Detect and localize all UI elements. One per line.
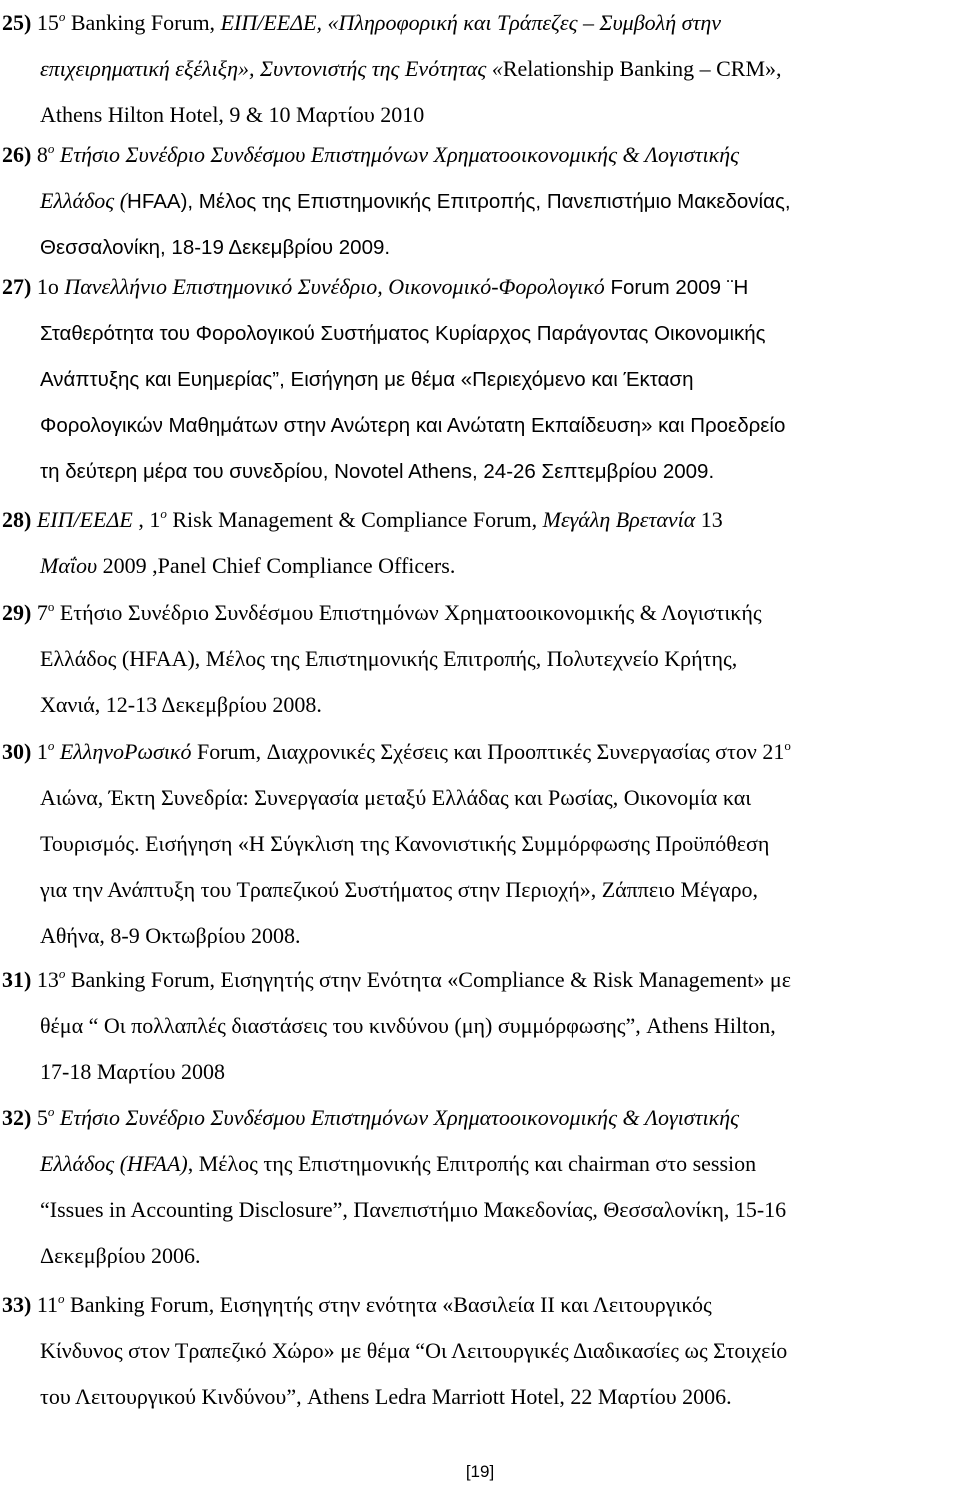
entry-text: Σταθερότητα του Φορολογικού Συστήματος Κυρίαρχος Παράγοντας Οικονομικής [40,322,766,345]
entry-line [2,1328,956,1374]
entry-line [2,1003,956,1049]
entry-text: 11 [31,1292,59,1317]
entry-text: 8 [31,142,48,167]
entry-text: Πανελλήνιο Επιστημονικό Συνέδριο, Οικονομικό-Φορολογικό [64,274,605,299]
entry-line [2,178,956,224]
entry-line [2,497,956,543]
entry-text: Θεσσαλονίκη, 18-19 Δεκεμβρίου 2009. [40,236,391,259]
entry-text: Ετήσιο Συνέδριο Συνδέσμου Επιστημόνων Χρηματοοικονομικής & Λογιστικής [54,600,762,625]
entry-text: του Λειτουργικού Κινδύνου”, Athens Ledra Marriott Hotel, 22 Μαρτίου 2006. [40,1384,732,1409]
ordinal-superscript: ο [47,738,55,753]
entry-number: 28) [2,507,32,532]
entry-text: HFAA), Μέλος της Επιστημονικής Επιτροπής, Πανεπιστήμιο Μακεδονίας, [127,190,791,213]
entry-number: 33) [2,1292,32,1317]
entry-line [2,913,956,959]
entry-line [2,1233,956,1279]
entry-text: θέμα “ Οι πολλαπλές διαστάσεις του κινδύνου (μη) συμμόρφωσης”, Athens Hilton, [40,1013,776,1038]
entry-text: ΕλληνοΡωσικό [59,739,192,764]
entry-number: 29) [2,600,32,625]
entry-text: Ανάπτυξης και Ευημερίας”, Εισήγηση με θέμα «Περιεχόμενο και Έκταση [40,368,694,391]
entry-line [2,356,956,402]
entry-text: 1 [31,739,48,764]
entry-text: Banking Forum, Εισηγητής στην ενότητα «Βασιλεία ΙΙ και Λειτουργικός [64,1292,712,1317]
ordinal-superscript: ο [784,738,791,753]
entry-text: , 1 [132,507,161,532]
entry-text: 17-18 Μαρτίου 2008 [40,1059,226,1084]
entry-line [2,264,956,310]
entry-text: Μαΐου [40,553,98,578]
entry-line [2,957,956,1003]
entry-text: Τουρισμός. Εισήγηση «Η Σύγκλιση της Κανονιστικής Συμμόρφωσης Προϋπόθεση [40,831,770,856]
entry-text: Δεκεμβρίου 2006. [40,1243,201,1268]
entry-text: 13 [695,507,723,532]
entry-text: Relationship Banking – CRM», [502,56,782,81]
entry-line [2,1095,956,1141]
entry-line [2,867,956,913]
entry-text: Banking Forum, Εισηγητής στην Ενότητα «Compliance & Risk Management» με [65,967,791,992]
entry-line [2,729,956,775]
entry-number: 31) [2,967,32,992]
entry-line [2,775,956,821]
entry-text: για την Ανάπτυξη του Τραπεζικού Συστήματος στην Περιοχή», Ζάππειο Μέγαρο, [40,877,759,902]
entry-text: Ετήσιο Συνέδριο Συνδέσμου Επιστημόνων Χρηματοοικονομικής & Λογιστικής [54,1105,740,1130]
entry-text: 1ο [31,274,65,299]
entry-27 [2,264,956,494]
ordinal-superscript: ο [47,599,55,614]
entry-text: Risk Management & Compliance Forum, [166,507,543,532]
entry-line [2,682,956,728]
entry-text: Athens Hilton Hotel, 9 & 10 Μαρτίου 2010 [40,102,425,127]
entry-line [2,46,956,92]
entry-text: Αιώνα, Έκτη Συνεδρία: Συνεργασία μεταξύ Ελλάδας και Ρωσίας, Οικονομία και [40,785,752,810]
entry-number: 30) [2,739,32,764]
entry-line [2,1374,956,1420]
entry-29 [2,590,956,728]
entry-text: 15 [31,10,59,35]
entry-line [2,636,956,682]
entry-26 [2,132,956,270]
entry-number: 27) [2,274,32,299]
entry-line [2,1282,956,1328]
entry-line [2,132,956,178]
entry-line [2,1049,956,1095]
ordinal-superscript: ο [47,141,55,156]
entry-number: 25) [2,10,32,35]
entry-text: Ελλάδος (HFAA) [40,1151,188,1176]
entry-line [2,1141,956,1187]
entry-text: Φορολογικών Μαθημάτων στην Ανώτερη και Ανώτατη Εκπαίδευση» και Προεδρείο [40,414,786,437]
entry-number: 26) [2,142,32,167]
ordinal-superscript: ο [58,1291,65,1306]
entry-text: 7 [31,600,48,625]
entry-text: ΕΙΠ/ΕΕΔΕ [36,507,133,532]
entry-28 [2,497,956,589]
entry-line [2,590,956,636]
entry-text: 5 [31,1105,48,1130]
ordinal-superscript: ο [58,9,66,24]
ordinal-superscript: ο [160,506,167,521]
entry-text: 2009 ,Panel Chief Compliance Officers. [97,553,456,578]
entry-text: Ελλάδος (HFAA), Μέλος της Επιστημονικής Επιτροπής, Πολυτεχνείο Κρήτης, [40,646,738,671]
entry-line [2,448,956,494]
entry-line [2,1187,956,1233]
entry-text: επιχειρηματική εξέλιξη», Συντονιστής της Ενότητας « [40,56,503,81]
entry-text: Banking Forum, [65,10,221,35]
page-number: [19] [465,1462,495,1481]
entry-text: Ετήσιο Συνέδριο Συνδέσμου Επιστημόνων Χρηματοοικονομικής & Λογιστικής [54,142,740,167]
entry-text: Ελλάδος ( [40,188,128,213]
entry-30 [2,729,956,959]
entry-text: Forum, Διαχρονικές Σχέσεις και Προοπτικές Συνεργασίας στον 21 [191,739,785,764]
entry-text: 13 [31,967,59,992]
entry-line [2,310,956,356]
entry-32 [2,1095,956,1279]
entry-text: Κίνδυνος στον Τραπεζικό Χώρο» με θέμα “Οι Λειτουργικές Διαδικασίες ως Στοιχείο [40,1338,788,1363]
entry-text: Χανιά, 12-13 Δεκεμβρίου 2008. [40,692,322,717]
entry-text: τη δεύτερη μέρα του συνεδρίου, Novotel Athens, 24-26 Σεπτεμβρίου 2009. [40,460,715,483]
ordinal-superscript: ο [47,1104,55,1119]
entry-line [2,821,956,867]
entry-text: Αθήνα, 8-9 Οκτωβρίου 2008. [40,923,301,948]
entry-line [2,543,956,589]
entry-25 [2,0,956,138]
entry-text: Μεγάλη Βρετανία [542,507,696,532]
entry-number: 32) [2,1105,32,1130]
entry-line [2,402,956,448]
entry-33 [2,1282,956,1420]
entry-line [2,0,956,46]
entry-31 [2,957,956,1095]
ordinal-superscript: ο [58,966,66,981]
entry-text: Forum 2009 ¨Η [604,276,749,299]
entry-text: , Μέλος της Επιστημονικής Επιτροπής και chairman στο session [187,1151,757,1176]
entry-text: “Issues in Accounting Disclosure”, Πανεπιστήμιο Μακεδονίας, Θεσσαλονίκη, 15-16 [40,1197,787,1222]
entry-text: ΕΙΠ/ΕΕΔΕ, «Πληροφορική και Τράπεζες – Συμβολή στην [220,10,722,35]
